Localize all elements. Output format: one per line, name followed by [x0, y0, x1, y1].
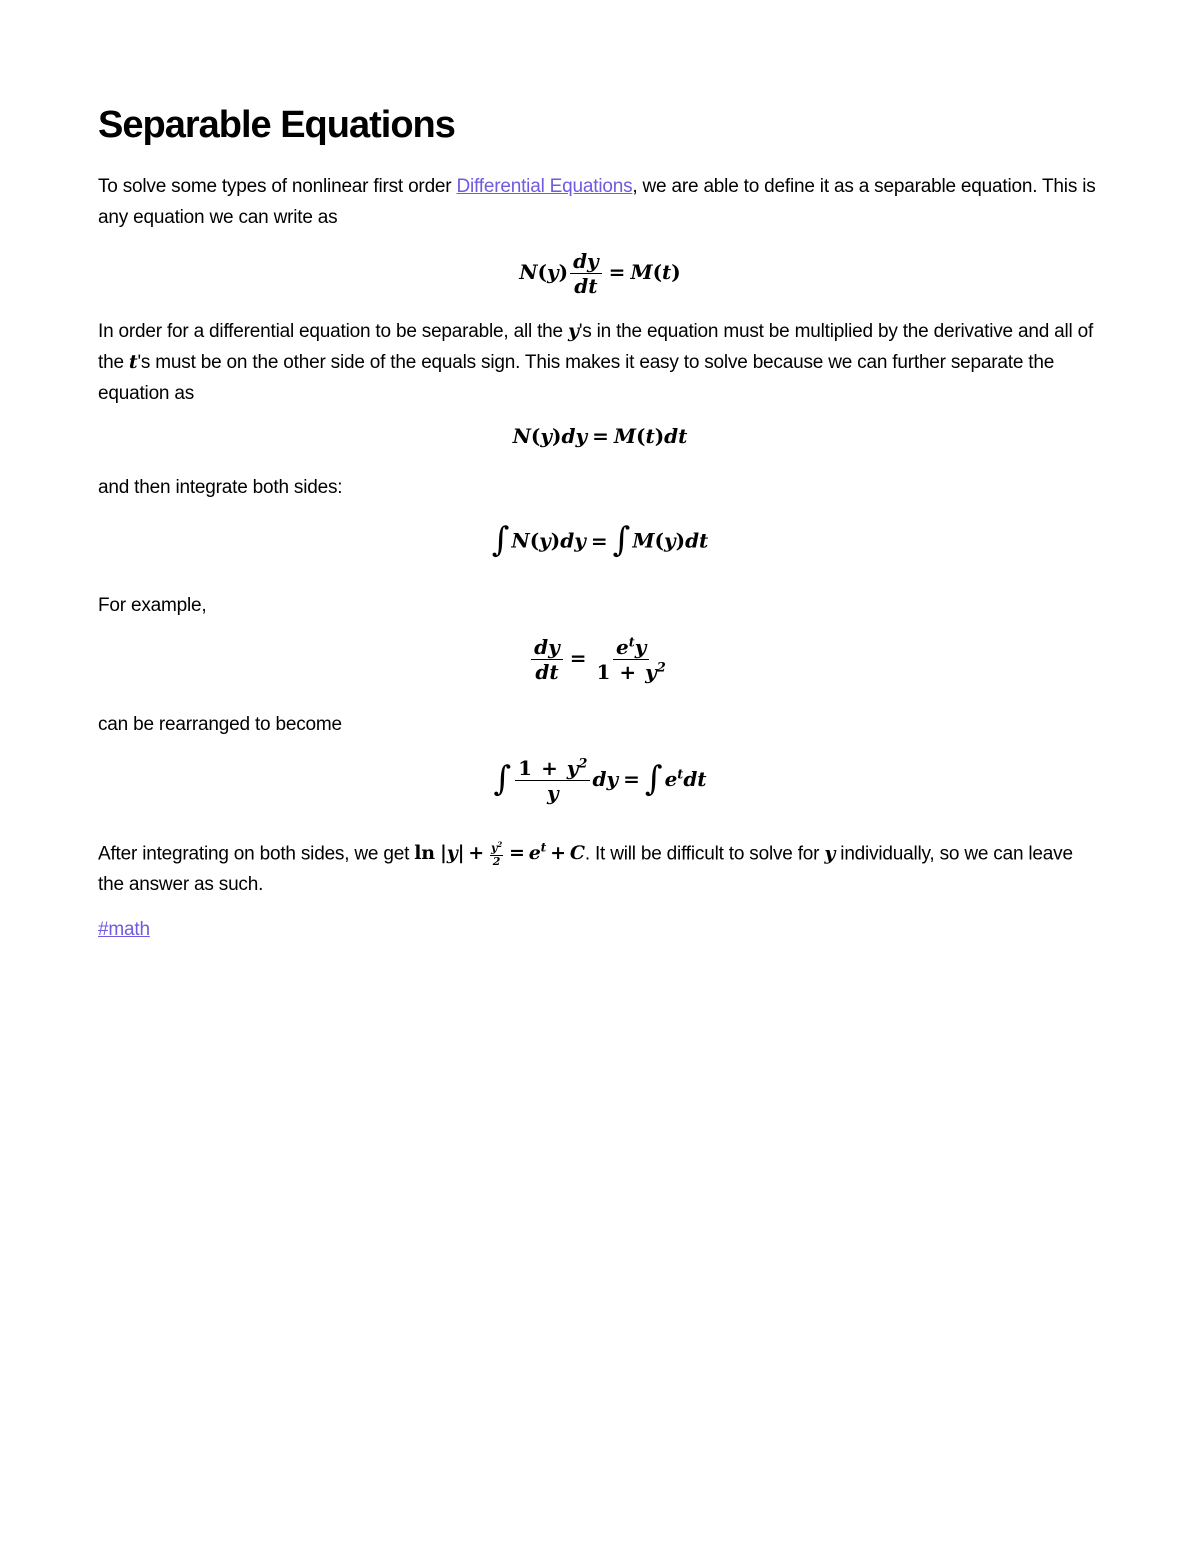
rearranged-paragraph: can be rearranged to become	[98, 714, 342, 735]
var-y-result: y	[824, 842, 836, 865]
equation-example-integral: ∫ $\frac{1 + y^2}{y}$ dy = ∫ $e^tdt$	[493, 756, 707, 805]
var-y: y	[567, 320, 579, 342]
example-paragraph: For example,	[98, 595, 207, 616]
equation-differential-form: N(y)dy = M(t)dt	[512, 424, 688, 448]
result-inline-equation: ln |y| + $\frac{y^2}{2}$ = $e^t + C$	[414, 840, 585, 868]
intro-text-after: , we are able to define it as a separable equation. This is any equation we can write as	[98, 176, 1096, 228]
var-t: t	[128, 351, 138, 373]
equation-separable-form: N(y) $\frac{dy}{dt}$ = M(t)	[519, 249, 681, 298]
equation-example: $\frac{dy}{dt}$ = $\frac{e^ty}{1 + y^2}$	[0, 636, 1200, 683]
separability-text-c: 's must be on the other side of the equals sign. This makes it easy to solve because we can further separate the equation as	[98, 352, 1055, 404]
integrate-paragraph: and then integrate both sides:	[98, 477, 343, 498]
equation-integral-form: ∫ N(y)dy = ∫ M(y)dt	[491, 520, 709, 560]
separability-paragraph	[98, 316, 1098, 409]
separability-text-b: 's in the equation must be multiplied by the derivative and all of the	[98, 321, 1094, 373]
result-text-c: individually, so we can leave the answer as such.	[98, 843, 1073, 896]
result-text-a: After integrating on both sides, we get	[98, 843, 415, 865]
result-text-b: . It will be difficult to solve for	[584, 843, 825, 865]
math-tag-link[interactable]: #math	[98, 919, 150, 940]
intro-text-before: To solve some types of nonlinear first order	[98, 176, 457, 197]
differential-equations-link[interactable]: Differential Equations	[456, 176, 633, 197]
separability-text-a: In order for a differential equation to be separable, all the	[98, 321, 568, 342]
intro-paragraph	[98, 171, 1098, 233]
page-title: Separable Equations	[98, 104, 455, 146]
result-paragraph	[98, 832, 1098, 900]
tag-paragraph	[98, 914, 1098, 945]
